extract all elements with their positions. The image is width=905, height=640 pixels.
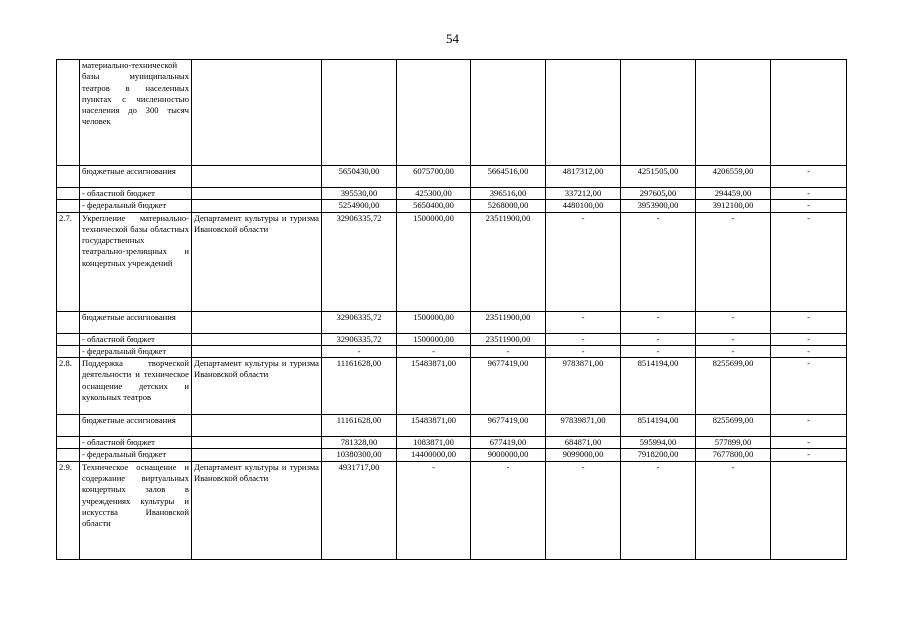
item-number-cell [57, 166, 80, 188]
value-cell-2: 1083871,00 [397, 437, 471, 449]
table-row [57, 345, 847, 357]
value-cell-2: 1500000,00 [397, 311, 471, 333]
value-cell-5: 8514194,00 [621, 415, 696, 437]
value-cell-3: 5664516,00 [471, 166, 546, 188]
value-cell-2: 1500000,00 [397, 333, 471, 345]
table-row [57, 200, 847, 212]
table-row [57, 166, 847, 188]
value-cell-6: 3912100,00 [696, 200, 771, 212]
value-cell-5: - [621, 333, 696, 345]
item-number-cell [57, 345, 80, 357]
value-cell-4: 337212,00 [546, 188, 621, 200]
table-row [57, 449, 847, 461]
value-cell-1: 32906335,72 [322, 212, 397, 311]
value-cell-1: 32906335,72 [322, 333, 397, 345]
item-name-cell: Укрепление материально-технической базы областных государственных театрально-зрелищных и концертных учреждений [80, 212, 192, 311]
value-cell-6: 7677800,00 [696, 449, 771, 461]
value-cell-7: - [771, 449, 847, 461]
value-cell-4: - [546, 345, 621, 357]
executor-cell [192, 437, 322, 449]
value-cell-4: 4817312,00 [546, 166, 621, 188]
value-cell-7: - [771, 415, 847, 437]
executor-cell [192, 449, 322, 461]
value-cell-7 [771, 60, 847, 166]
value-cell-2: 1500000,00 [397, 212, 471, 311]
table-row [57, 311, 847, 333]
executor-cell [192, 415, 322, 437]
item-name-cell: - областной бюджет [80, 188, 192, 200]
value-cell-6: 577899,00 [696, 437, 771, 449]
value-cell-1: 11161628,00 [322, 415, 397, 437]
executor-cell [192, 188, 322, 200]
value-cell-5: 4251505,00 [621, 166, 696, 188]
value-cell-5: 297605,00 [621, 188, 696, 200]
value-cell-4: 97839871,00 [546, 415, 621, 437]
table-row [57, 188, 847, 200]
value-cell-5: - [621, 461, 696, 559]
item-number-cell [57, 311, 80, 333]
value-cell-2: - [397, 345, 471, 357]
executor-cell: Департамент культуры и туризма Ивановской области [192, 461, 322, 559]
value-cell-7: - [771, 166, 847, 188]
item-number-cell [57, 449, 80, 461]
table-row [57, 461, 847, 559]
value-cell-4: - [546, 311, 621, 333]
value-cell-2: 15483871,00 [397, 358, 471, 415]
value-cell-5: - [621, 345, 696, 357]
value-cell-1: 32906335,72 [322, 311, 397, 333]
value-cell-3: - [471, 345, 546, 357]
value-cell-3: - [471, 461, 546, 559]
value-cell-4: - [546, 212, 621, 311]
item-name-cell: бюджетные ассигнования [80, 415, 192, 437]
value-cell-3: 5268000,00 [471, 200, 546, 212]
value-cell-6: 294459,00 [696, 188, 771, 200]
executor-cell [192, 311, 322, 333]
item-name-cell: - областной бюджет [80, 437, 192, 449]
item-number-cell [57, 60, 80, 166]
value-cell-6: 8255699,00 [696, 358, 771, 415]
item-number-cell [57, 333, 80, 345]
value-cell-1: 395530,00 [322, 188, 397, 200]
value-cell-1: - [322, 345, 397, 357]
executor-cell [192, 333, 322, 345]
value-cell-7: - [771, 437, 847, 449]
table-row [57, 333, 847, 345]
value-cell-1: 5254900,00 [322, 200, 397, 212]
executor-cell [192, 60, 322, 166]
page-number: 54 [446, 31, 459, 46]
item-name-cell: - федеральный бюджет [80, 345, 192, 357]
value-cell-6: 8255699,00 [696, 415, 771, 437]
value-cell-7: - [771, 200, 847, 212]
value-cell-5: 7918200,00 [621, 449, 696, 461]
value-cell-3: 23511900,00 [471, 311, 546, 333]
item-number-cell: 2.8. [57, 358, 80, 415]
table-row [57, 212, 847, 311]
value-cell-4 [546, 60, 621, 166]
item-number-cell: 2.9. [57, 461, 80, 559]
item-number-cell: 2.7. [57, 212, 80, 311]
value-cell-1: 10380300,00 [322, 449, 397, 461]
value-cell-5: - [621, 311, 696, 333]
item-name-cell: Поддержка творческой деятельности и техническое оснащение детских и кукольных театров [80, 358, 192, 415]
executor-cell [192, 200, 322, 212]
budget-table [56, 59, 847, 560]
table-row [57, 437, 847, 449]
item-name-cell: - федеральный бюджет [80, 200, 192, 212]
value-cell-6: - [696, 212, 771, 311]
value-cell-1: 4931717,00 [322, 461, 397, 559]
item-name-cell: Техническое оснащение и содержание виртуальных концертных залов в учреждениях культуры и искусства Ивановской области [80, 461, 192, 559]
item-name-cell: - федеральный бюджет [80, 449, 192, 461]
value-cell-3: 396516,00 [471, 188, 546, 200]
value-cell-5: - [621, 212, 696, 311]
value-cell-3: 9677419,00 [471, 415, 546, 437]
value-cell-4: 4480100,00 [546, 200, 621, 212]
value-cell-7: - [771, 188, 847, 200]
table-row [57, 358, 847, 415]
value-cell-2: 15483871,00 [397, 415, 471, 437]
value-cell-1 [322, 60, 397, 166]
value-cell-2: 5650400,00 [397, 200, 471, 212]
item-name-cell: - областной бюджет [80, 333, 192, 345]
value-cell-7: - [771, 212, 847, 311]
value-cell-4: 684871,00 [546, 437, 621, 449]
value-cell-7: - [771, 345, 847, 357]
executor-cell [192, 166, 322, 188]
value-cell-3 [471, 60, 546, 166]
value-cell-4: 9783871,00 [546, 358, 621, 415]
executor-cell [192, 345, 322, 357]
value-cell-1: 11161628,00 [322, 358, 397, 415]
value-cell-6 [696, 60, 771, 166]
item-number-cell [57, 188, 80, 200]
item-name-cell: бюджетные ассигнования [80, 166, 192, 188]
value-cell-3: 9677419,00 [471, 358, 546, 415]
executor-cell: Департамент культуры и туризма Ивановской области [192, 358, 322, 415]
value-cell-7: - [771, 311, 847, 333]
value-cell-2: 425300,00 [397, 188, 471, 200]
value-cell-7: - [771, 333, 847, 345]
value-cell-2: - [397, 461, 471, 559]
value-cell-2 [397, 60, 471, 166]
value-cell-3: 677419,00 [471, 437, 546, 449]
value-cell-3: 9000000,00 [471, 449, 546, 461]
value-cell-4: 9099000,00 [546, 449, 621, 461]
table-row [57, 60, 847, 166]
value-cell-1: 5650430,00 [322, 166, 397, 188]
value-cell-6: - [696, 345, 771, 357]
value-cell-6: - [696, 461, 771, 559]
item-number-cell [57, 415, 80, 437]
value-cell-4: - [546, 461, 621, 559]
value-cell-6: - [696, 311, 771, 333]
value-cell-5: 595994,00 [621, 437, 696, 449]
value-cell-7: - [771, 358, 847, 415]
value-cell-6: - [696, 333, 771, 345]
value-cell-2: 14400000,00 [397, 449, 471, 461]
item-name-cell: материально-технической базы муниципальных театров в населенных пунктах с численностью населения до 300 тысяч человек [80, 60, 192, 166]
value-cell-5 [621, 60, 696, 166]
item-number-cell [57, 200, 80, 212]
item-number-cell [57, 437, 80, 449]
executor-cell: Департамент культуры и туризма Ивановской области [192, 212, 322, 311]
value-cell-5: 3953900,00 [621, 200, 696, 212]
value-cell-2: 6075700,00 [397, 166, 471, 188]
value-cell-5: 8514194,00 [621, 358, 696, 415]
value-cell-4: - [546, 333, 621, 345]
item-name-cell: бюджетные ассигнования [80, 311, 192, 333]
value-cell-3: 23511900,00 [471, 212, 546, 311]
value-cell-1: 781328,00 [322, 437, 397, 449]
value-cell-3: 23511900,00 [471, 333, 546, 345]
value-cell-7 [771, 461, 847, 559]
table-row [57, 415, 847, 437]
value-cell-6: 4206559,00 [696, 166, 771, 188]
